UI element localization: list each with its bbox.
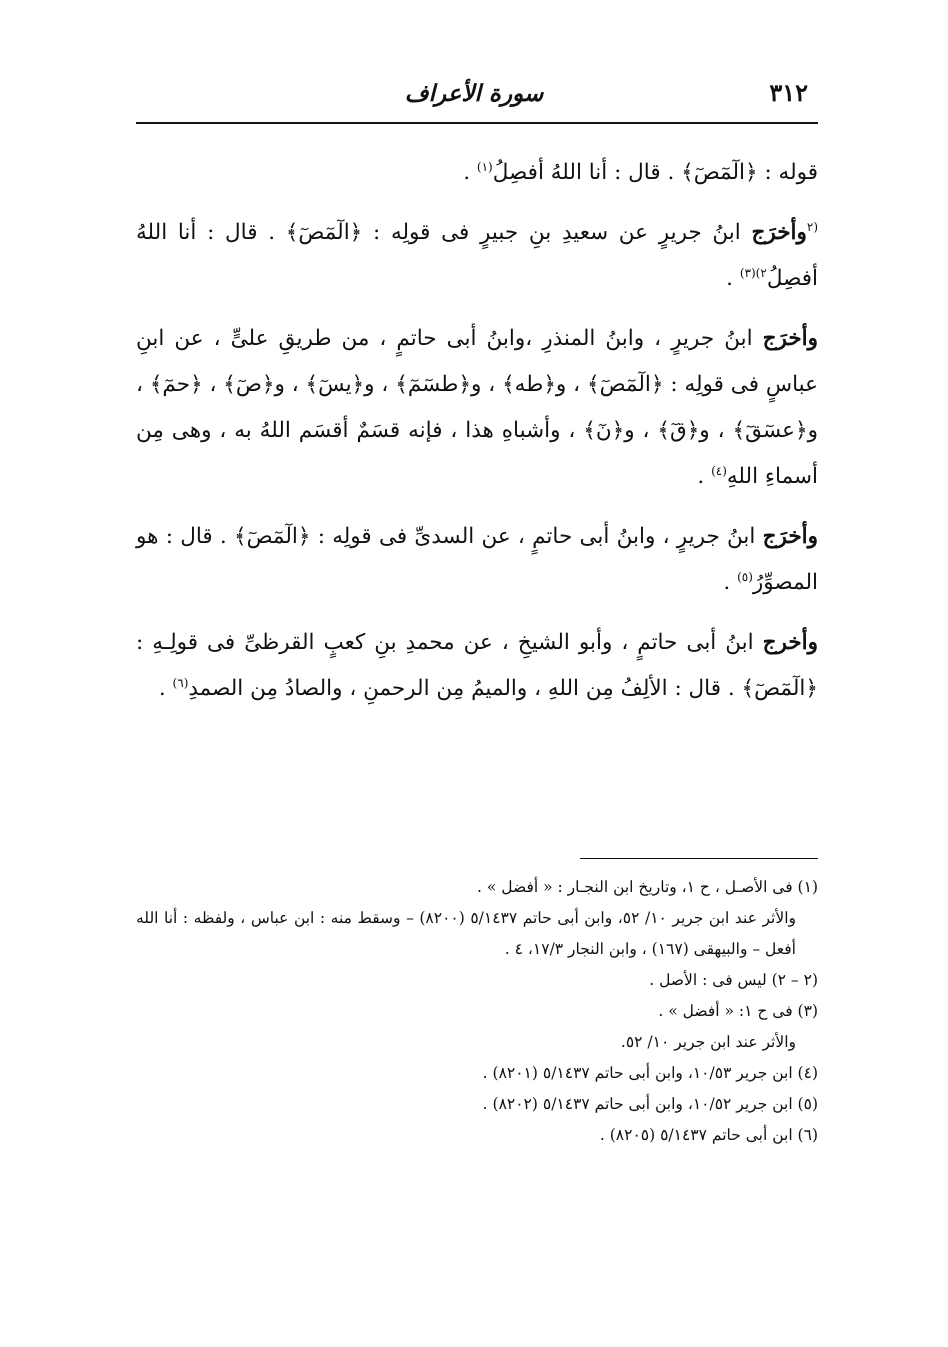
quran-citation: ﴿الٓمٓصٓ﴾	[741, 676, 818, 701]
paragraph-1-text-b: . قال : أنا اللهُ أفصِلُ	[492, 160, 682, 185]
paragraph-3-lead: وأخرَج	[762, 326, 818, 351]
paragraph-4	[136, 514, 818, 606]
paragraph-2-tail: .	[726, 266, 740, 291]
footnote-marker-6: (٦)	[172, 675, 189, 690]
paragraph-4-text-b: . قال : هو المصوِّرُ	[136, 524, 818, 595]
footnote-2: (٢ – ٢) ليس فى : الأصل .	[649, 971, 818, 989]
paragraph-1-tail: .	[463, 160, 477, 185]
footnote-marker-2-3: ٢)(٣)	[739, 265, 767, 280]
paragraph-2-text-a: ابنُ جريرٍ عن سعيدِ بنِ جبيرٍ فى قولِه :	[362, 220, 752, 245]
paragraph-5-tail: .	[158, 676, 173, 701]
footnote-5: (٥) ابن جرير ١٠/٥٢، وابن أبى حاتم ٥/١٤٣٧ (٨٢٠٢) .	[482, 1095, 818, 1113]
paragraph-1-text-a: قوله :	[757, 160, 818, 185]
footnote-rule	[580, 858, 818, 859]
paragraph-4-lead: وأخرَج	[762, 524, 818, 549]
paragraph-3	[136, 316, 818, 500]
footnotes	[136, 872, 818, 1151]
page-number: ٣١٢	[769, 78, 808, 107]
quran-citation: ﴿الٓمٓصٓ﴾	[285, 220, 363, 245]
page-header	[130, 78, 818, 118]
paragraph-1	[136, 150, 818, 196]
footnote-3-continuation: والأثر عند ابن جرير ١٠/ ٥٢.	[620, 1033, 796, 1051]
paragraph-2-lead: وأخرَج	[751, 220, 807, 245]
paragraph-4-tail: .	[723, 570, 738, 595]
footnote-marker-2-open: (٢	[806, 219, 818, 234]
header-rule	[136, 122, 818, 124]
footnote-4: (٤) ابن جرير ١٠/٥٣، وابن أبى حاتم ٥/١٤٣٧ (٨٢٠١) .	[482, 1064, 818, 1082]
quran-citation: ﴿الٓمٓصٓ﴾	[233, 524, 311, 549]
footnote-marker-1: (١)	[476, 159, 493, 174]
paragraph-2-text-b: . قال : أنا اللهُ أفصِلُ	[136, 220, 818, 291]
footnote-1: (١) فى الأصـل ، ح ١، وتاريخ ابن النجـار : « أفضل » .	[477, 878, 818, 896]
footnote-3: (٣) فى ح ١: « أفضل » .	[658, 1002, 818, 1020]
footnote-marker-5: (٥)	[737, 569, 753, 584]
paragraph-5	[136, 620, 818, 712]
footnote-1-continuation: والأثر عند ابن جرير ١٠/ ٥٢، وابن أبى حاتم ٥/١٤٣٧ (٨٢٠٠) – وسقط منه : ابن عباس ، ولفظه : أنا الله أفعل – والبيهقى (١٦٧) ، وابن النجار ١٧/٣، ٤ .	[136, 909, 796, 958]
paragraph-5-text-b: . قال : الألِفُ مِن اللهِ ، والميمُ مِن الرحمنِ ، والصادُ مِن الصمدِ	[188, 676, 742, 701]
paragraph-3-tail: .	[697, 464, 712, 489]
paragraph-5-text-a: ابنُ أبى حاتمٍ ، وأبو الشيخِ ، عن محمدِ بنِ كعبٍ القرظىِّ فى قولِـهِ :	[136, 630, 763, 655]
footnote-marker-4: (٤)	[711, 463, 727, 478]
main-text	[136, 150, 818, 726]
paragraph-4-text-a: ابنُ جريرٍ ، وابنُ أبى حاتمٍ ، عن السدىِّ فى قولِه :	[310, 524, 763, 549]
footnote-6: (٦) ابن أبى حاتم ٥/١٤٣٧ (٨٢٠٥) .	[599, 1126, 818, 1144]
paragraph-3-text: ابنُ جريرٍ ، وابنُ المنذرِ ،وابنُ أبى حاتمٍ ، من طريقِ علىٍّ ، عن ابنِ عباسٍ فى قولِه : ﴿الٓمٓصٓ﴾ ، و﴿طه﴾ ، و﴿طسٓمٓ﴾ ، و﴿يسٓ﴾ ، و﴿صٓ﴾ ، ﴿حمٓ﴾ ، و﴿عسٓقٓ﴾ ، و﴿قٓ﴾ ، و﴿نٓ﴾ ، وأشباهِ هذا ، فإنه قسَمٌ أقسَم اللهُ به ، وهى مِن أسماءِ اللهِ	[136, 326, 818, 489]
paragraph-2	[136, 210, 818, 302]
running-title: سورة الأعراف	[404, 80, 544, 107]
quran-citation: ﴿الٓمٓصٓ﴾	[681, 160, 758, 185]
paragraph-5-lead: وأخرج	[762, 630, 818, 655]
